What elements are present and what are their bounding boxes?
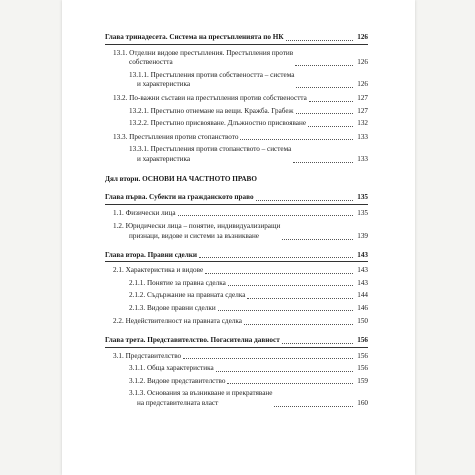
toc-entry[interactable] [105,389,368,408]
dot-leader [295,65,353,66]
toc-entry[interactable] [105,94,368,104]
toc-chapter-entry[interactable] [105,336,368,346]
entry-line: 2.2. Недействителност на правната сделка [113,317,242,326]
chapter-rule [105,44,368,45]
toc-entry[interactable] [105,304,368,314]
toc-entry[interactable] [105,377,368,387]
chapter-rule [105,261,368,262]
entry-title [113,94,307,104]
dot-leader [286,40,353,41]
entry-line: 3.1.1. Обща характеристика [129,364,214,373]
page-number: 127 [357,106,368,115]
entry-line: 3.1. Представителство [113,351,182,360]
page-number: 139 [357,231,368,240]
entry-title [129,389,272,408]
toc-entry[interactable] [105,352,368,362]
toc-entry[interactable] [105,364,368,374]
page-number: 133 [357,132,368,141]
toc-entry[interactable] [105,279,368,289]
toc-entry[interactable] [105,71,368,90]
entry-title [129,107,294,117]
entry-line: 2.1. Характеристика и видове [113,266,204,275]
dot-leader [309,101,353,102]
entry-title [113,209,176,219]
page-number: 156 [357,336,368,345]
page-number: 144 [357,291,368,300]
entry-line: 13.3.1. Престъпления против стопанството – система [129,145,292,154]
page-number: 150 [357,317,368,326]
toc-entry[interactable] [105,49,368,68]
toc-entry[interactable] [105,133,368,143]
page-number: 133 [357,154,368,163]
entry-line: 3.1.3. Основания за възникване и прекратяване [129,389,273,398]
toc-entry[interactable] [105,222,368,241]
entry-line: 1.2. Юридически лица – понятие, индивидуализиращи [113,222,281,231]
entry-line-continued: собствеността [129,58,173,67]
page-number: 127 [357,93,368,102]
dot-leader [199,257,353,258]
entry-title [129,377,225,387]
entry-title [113,222,280,241]
entry-line: 13.1.1. Престъпления против собствеността – система [129,70,295,79]
entry-title [129,291,245,301]
entry-line: 13.2.2. Престъпно присвояване. Длъжностно присвояване [129,119,307,128]
toc-entry[interactable] [105,119,368,129]
part-heading: Дял втори. ОСНОВИ НА ЧАСТНОТО ПРАВО [105,174,257,183]
toc-entry[interactable] [105,317,368,327]
page-number: 143 [357,278,368,287]
page-number: 143 [357,250,368,259]
chapter-title: Глава втора. Правни сделки [105,250,198,259]
dot-leader [296,87,353,88]
page-number: 135 [357,193,368,202]
entry-line-continued: и характеристика [137,154,191,163]
page-number: 126 [357,58,368,67]
dot-leader [293,162,353,163]
entry-line-continued: на представителната власт [137,399,219,408]
dot-leader [183,358,353,359]
entry-line: 13.2. По-важни състави на престъпления против собствеността [113,93,307,102]
table-of-contents [105,33,368,409]
entry-title [129,304,216,314]
chapter-rule [105,204,368,205]
dot-leader [274,406,353,407]
entry-line: 13.1. Отделни видове престъпления. Престъпления против [113,48,294,57]
page-number: 143 [357,266,368,275]
page-number: 132 [357,119,368,128]
page-number: 135 [357,208,368,217]
entry-title [129,119,306,129]
entry-title [129,279,226,289]
page-number: 146 [357,303,368,312]
chapter-title: Глава трета. Представителство. Погасителна давност [105,336,280,345]
page-number: 126 [357,33,368,41]
chapter-title: Глава първа. Субекти на гражданското право [105,193,254,202]
dot-leader [244,324,353,325]
toc-entry[interactable] [105,291,368,301]
entry-title [129,145,291,164]
dot-leader [228,285,353,286]
entry-line: 2.1.2. Съдържание на правната сделка [129,291,246,300]
dot-leader [178,215,353,216]
entry-line: 2.1.3. Видове правни сделки [129,303,216,312]
entry-title [113,352,181,362]
dot-leader [282,343,353,344]
entry-title [129,364,214,374]
toc-entry[interactable] [105,107,368,117]
entry-line: 2.1.1. Понятие за правна сделка [129,278,226,287]
dot-leader [247,298,353,299]
entry-line-continued: и характеристика [137,80,191,89]
toc-chapter-entry[interactable] [105,193,368,203]
entry-line: 1.1. Физически лица [113,208,176,217]
dot-leader [227,383,353,384]
page-number: 160 [357,399,368,408]
entry-line: 13.3. Престъпления против стопанството [113,132,239,141]
entry-title [113,317,242,327]
toc-entry[interactable] [105,209,368,219]
entry-line: 13.2.1. Престъпно отнемане на вещи. Кражба. Грабеж [129,106,294,115]
entry-line: 3.1.2. Видове представителство [129,376,226,385]
dot-leader [205,273,353,274]
entry-line-continued: признаци, видове и системи за възникване [129,231,259,240]
dot-leader [308,126,353,127]
dot-leader [282,239,353,240]
chapter-title: Глава тринадесета. Система на престъпленията по НК [105,33,284,41]
page-number: 126 [357,80,368,89]
entry-title [113,133,238,143]
dot-leader [240,139,353,140]
page-number: 159 [357,376,368,385]
dot-leader [218,310,353,311]
chapter-rule [105,347,368,348]
entry-title [113,49,293,68]
toc-entry[interactable] [105,266,368,276]
entry-title [113,266,203,276]
dot-leader [216,371,353,372]
page-number: 156 [357,351,368,360]
toc-chapter-entry[interactable] [105,251,368,261]
page-number: 156 [357,364,368,373]
toc-entry[interactable] [105,145,368,164]
dot-leader [256,200,353,201]
dot-leader [296,113,354,114]
entry-title [129,71,294,90]
toc-chapter-entry[interactable] [105,33,368,43]
